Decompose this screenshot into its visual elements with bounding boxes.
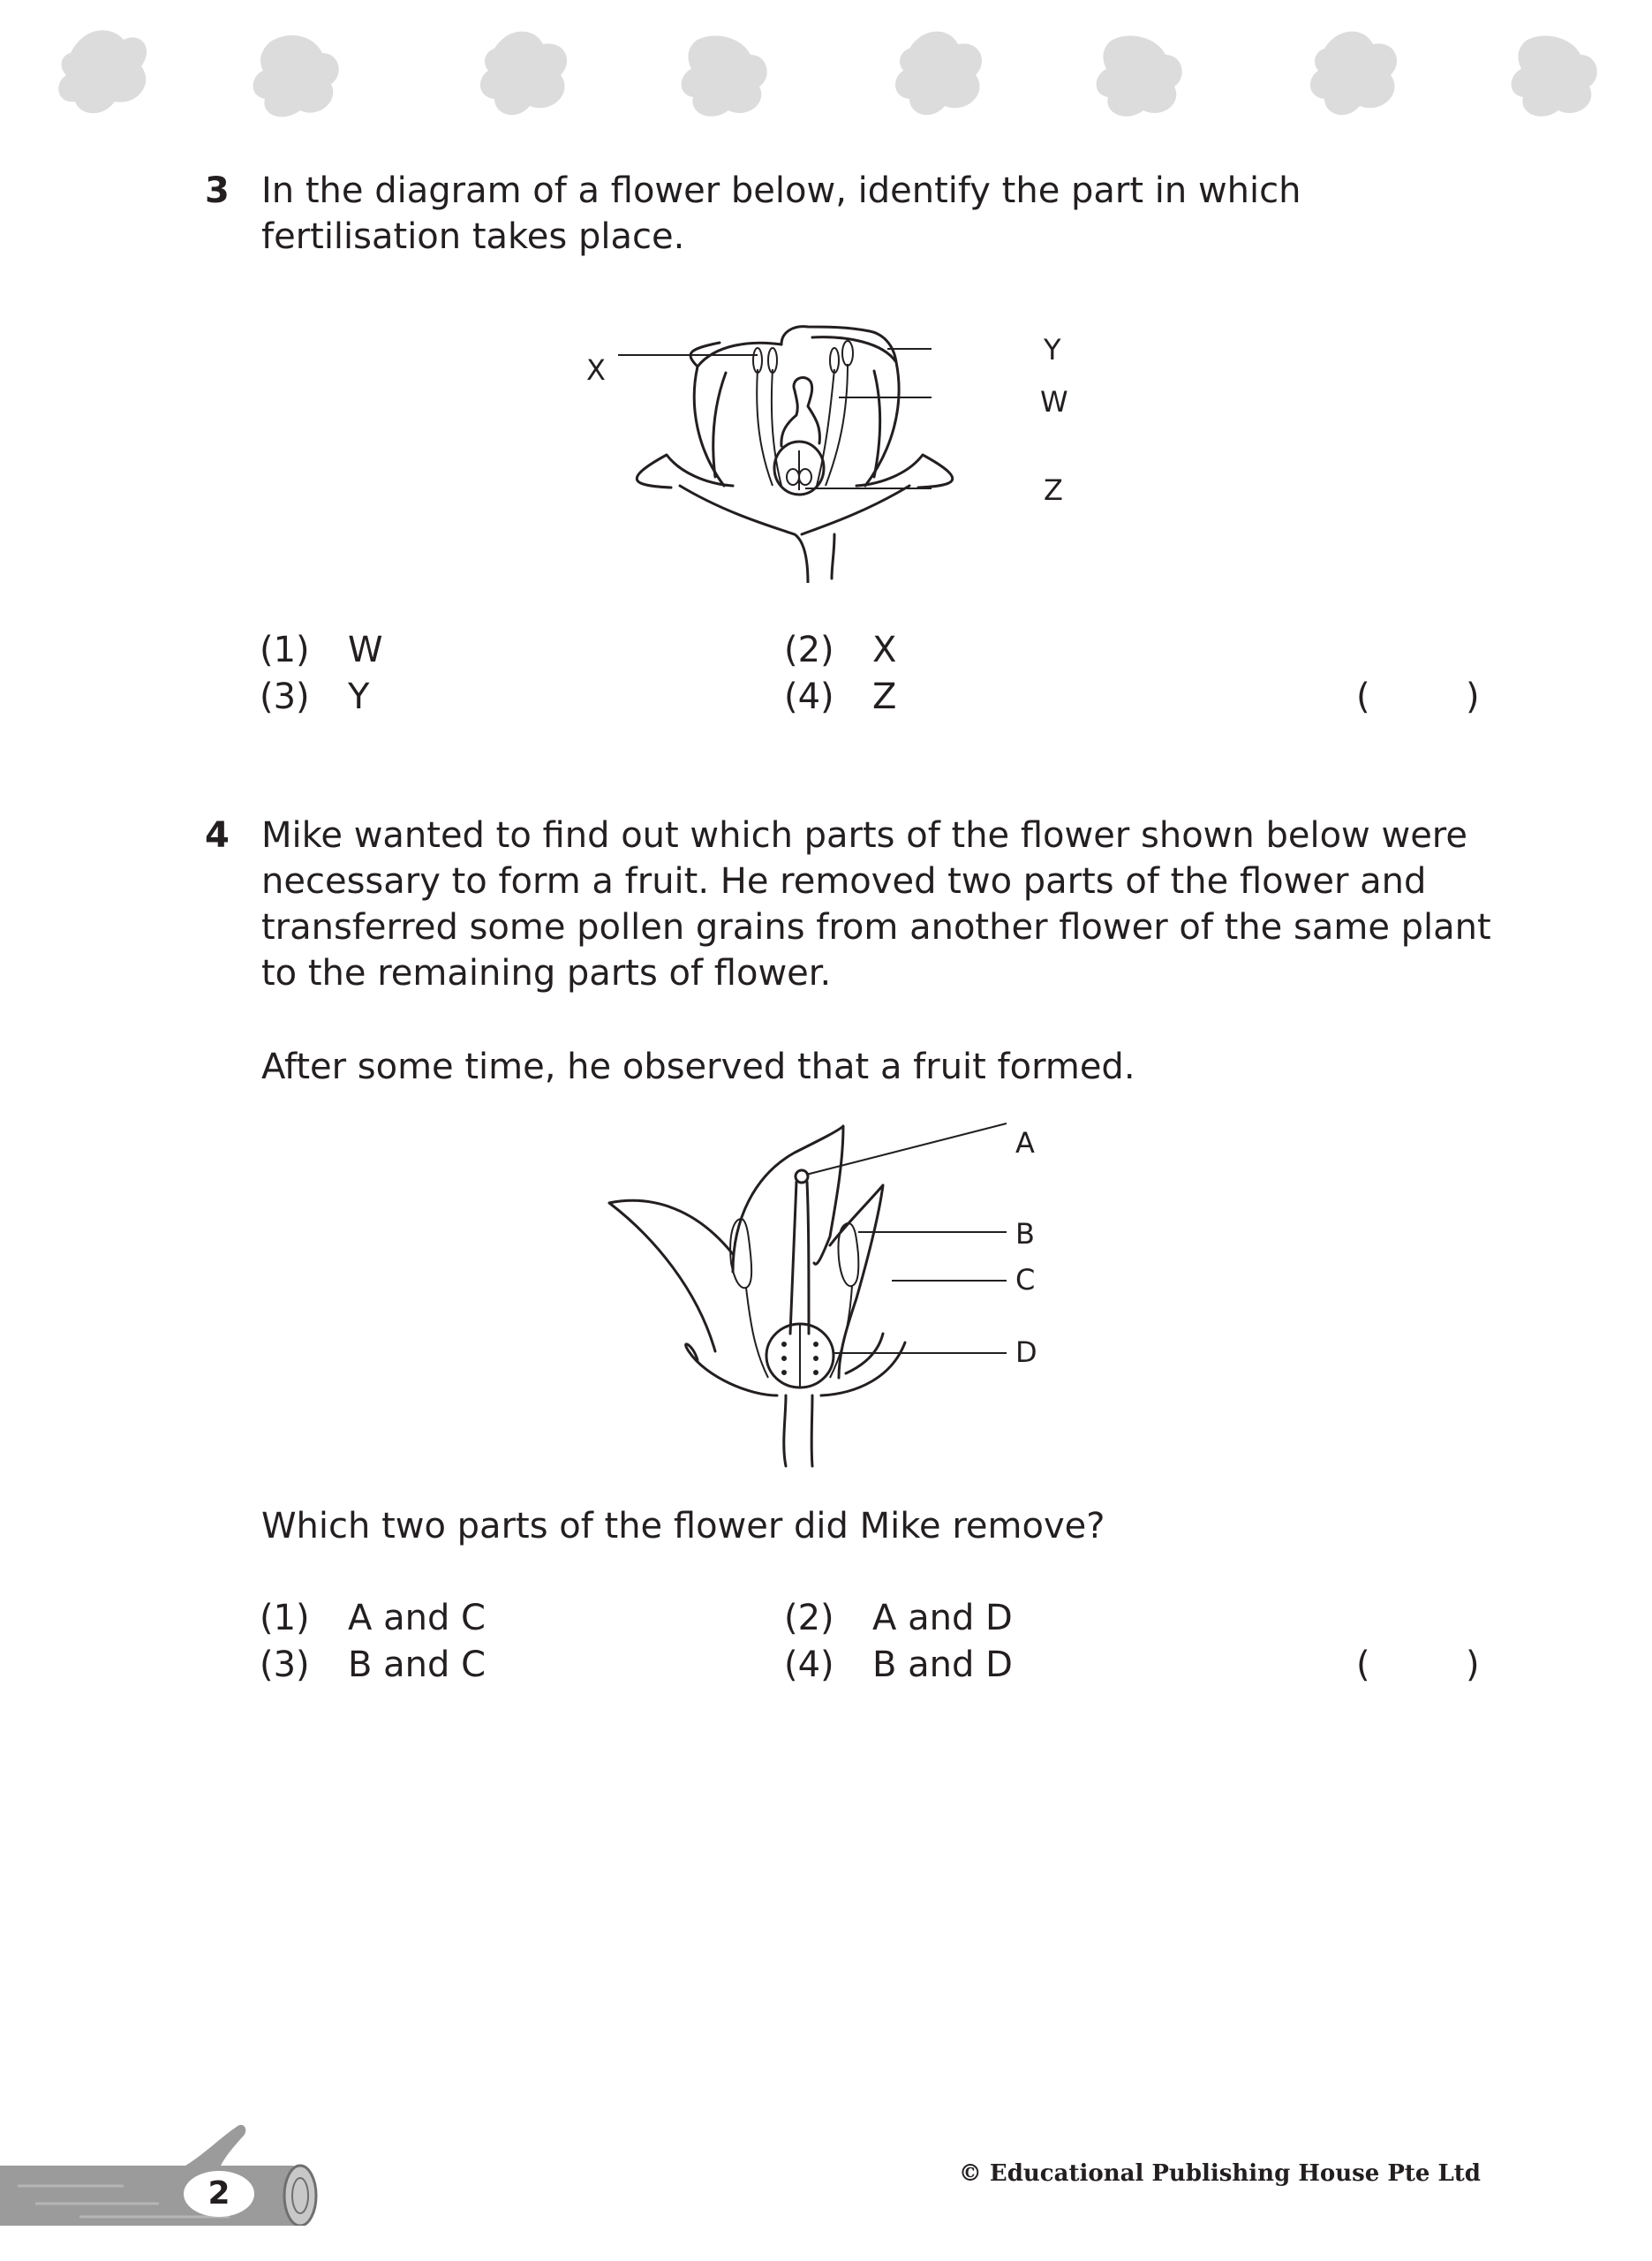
leaf-shape-icon [1097, 35, 1182, 116]
question-number: 3 [205, 170, 230, 211]
question-text-line: fertilisation takes place. [261, 216, 685, 257]
question-text-line: Mike wanted to find out which parts of the flower shown below were [261, 815, 1467, 856]
option-number: (2) [784, 630, 834, 670]
stigma [796, 1170, 808, 1183]
option-number: (3) [260, 677, 310, 717]
petal [609, 1200, 733, 1351]
option-text: W [348, 630, 383, 670]
diagram-label-a: A [1015, 1126, 1035, 1160]
branch-decoration [0, 2102, 336, 2226]
option-number: (4) [784, 677, 834, 717]
diagram-label-b: B [1015, 1217, 1035, 1251]
option-text: B and D [872, 1645, 1013, 1685]
answer-box[interactable] [1383, 674, 1462, 720]
leaf-shape-icon [480, 32, 567, 116]
decorative-leaf-band [0, 0, 1652, 132]
leaf-shape-icon [1310, 32, 1397, 116]
diagram-label-z: Z [1044, 473, 1063, 507]
diagram-label-y: Y [1044, 333, 1061, 367]
answer-box[interactable] [1383, 1642, 1462, 1688]
answer-bracket-close: ) [1466, 677, 1480, 717]
diagram-label-d: D [1015, 1335, 1037, 1369]
diagram-label-c: C [1015, 1263, 1036, 1297]
question-text-line: necessary to form a fruit. He removed two parts of the flower and [261, 861, 1427, 902]
observation-text: After some time, he observed that a fruit formed. [261, 1047, 1135, 1087]
option-number: (4) [784, 1645, 834, 1685]
flower-diagram-q4 [600, 1113, 1060, 1484]
question-prompt: Which two parts of the flower did Mike remove? [261, 1506, 1105, 1546]
question-number: 4 [205, 815, 230, 856]
stalk [784, 1395, 786, 1466]
option-2[interactable] [784, 627, 897, 673]
page-number: 2 [207, 2175, 230, 2212]
option-1[interactable] [260, 627, 383, 673]
answer-bracket-open: ( [1356, 677, 1370, 717]
option-text: A and C [348, 1598, 486, 1638]
option-1[interactable] [260, 1595, 486, 1641]
option-text: A and D [872, 1598, 1013, 1638]
question-text-line: In the diagram of a flower below, identify the part in which [261, 170, 1301, 211]
option-3[interactable] [260, 674, 370, 720]
receptacle [802, 486, 909, 534]
question-text [261, 813, 1491, 996]
receptacle [680, 486, 808, 583]
option-text: Y [348, 677, 370, 717]
question-text-line: to the remaining parts of flower. [261, 953, 832, 994]
option-2[interactable] [784, 1595, 1013, 1641]
option-number: (1) [260, 1598, 310, 1638]
leaf-shape-icon [682, 35, 767, 116]
sepal-left [637, 455, 733, 488]
ovule [799, 469, 811, 485]
option-text: B and C [348, 1645, 487, 1685]
pistil [781, 377, 820, 446]
option-number: (2) [784, 1598, 834, 1638]
question-text [261, 168, 1301, 260]
flower-diagram-q3 [583, 309, 1077, 583]
sepal [686, 1344, 777, 1395]
petal [812, 337, 899, 486]
diagram-label-x: X [586, 353, 606, 387]
option-3[interactable] [260, 1642, 487, 1688]
answer-bracket-open: ( [1356, 1645, 1370, 1685]
leaf-shape-icon [253, 35, 339, 117]
leaf-shape-icon [895, 32, 982, 116]
sepal-right [856, 455, 953, 488]
style [790, 1182, 809, 1334]
option-4[interactable] [784, 1642, 1013, 1688]
answer-bracket-close: ) [1466, 1645, 1480, 1685]
option-number: (3) [260, 1645, 310, 1685]
leaf-shape-icon [1512, 35, 1597, 116]
ovule [787, 469, 799, 485]
option-text: X [872, 630, 897, 670]
question-text-line: transferred some pollen grains from another flower of the same plant [261, 907, 1491, 948]
option-text: Z [872, 677, 897, 717]
option-number: (1) [260, 630, 310, 670]
stamen-group [753, 341, 853, 486]
option-4[interactable] [784, 674, 897, 720]
copyright-text: © Educational Publishing House Pte Ltd [958, 2160, 1481, 2187]
leaf-shape-icon [58, 30, 147, 113]
diagram-label-w: W [1040, 385, 1068, 419]
